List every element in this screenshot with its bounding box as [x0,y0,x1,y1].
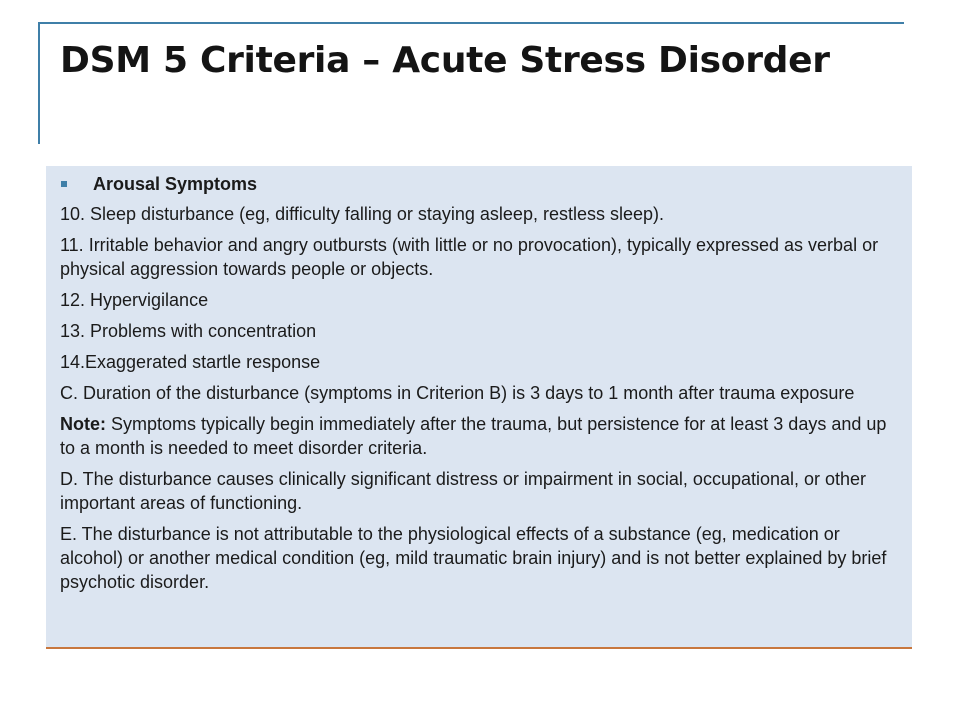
note-label: Note: [60,414,106,434]
criterion-item-14: 14.Exaggerated startle response [60,352,321,372]
title-frame-top-line [38,22,904,24]
criterion-item-10: 10. Sleep disturbance (eg, difficulty falling or staying asleep, restless sleep). [60,204,664,224]
criterion-item-13: 13. Problems with concentration [60,321,317,341]
criterion-item-11: 11. Irritable behavior and angry outbursts (with little or no provocation), typically expressed as verbal or physical aggression towards people or objects. [60,235,879,279]
criterion-d: D. The disturbance causes clinically significant distress or impairment in social, occupational, or other important areas of functioning. [60,469,867,513]
criterion-item-12: 12. Hypervigilance [60,290,209,310]
square-bullet-icon [61,181,67,187]
section-heading-row [60,172,904,196]
bottom-rule-line [46,647,912,649]
slide-title: DSM 5 Criteria – Acute Stress Disorder [60,40,830,81]
title-frame-left-line [38,22,40,144]
note-paragraph [60,412,904,460]
criterion-e: E. The disturbance is not attributable to the physiological effects of a substance (eg, medication or alcohol) or another medical condition (eg, mild traumatic brain injury) and is not better explained by brief psychotic disorder. [60,524,887,592]
note-text: Symptoms typically begin immediately after the trauma, but persistence for at least 3 days and up to a month is needed to meet disorder criteria. [60,414,887,458]
criteria-content [60,172,904,601]
section-heading: Arousal Symptoms [93,174,258,194]
criterion-c: C. Duration of the disturbance (symptoms in Criterion B) is 3 days to 1 month after trauma exposure [60,383,855,403]
